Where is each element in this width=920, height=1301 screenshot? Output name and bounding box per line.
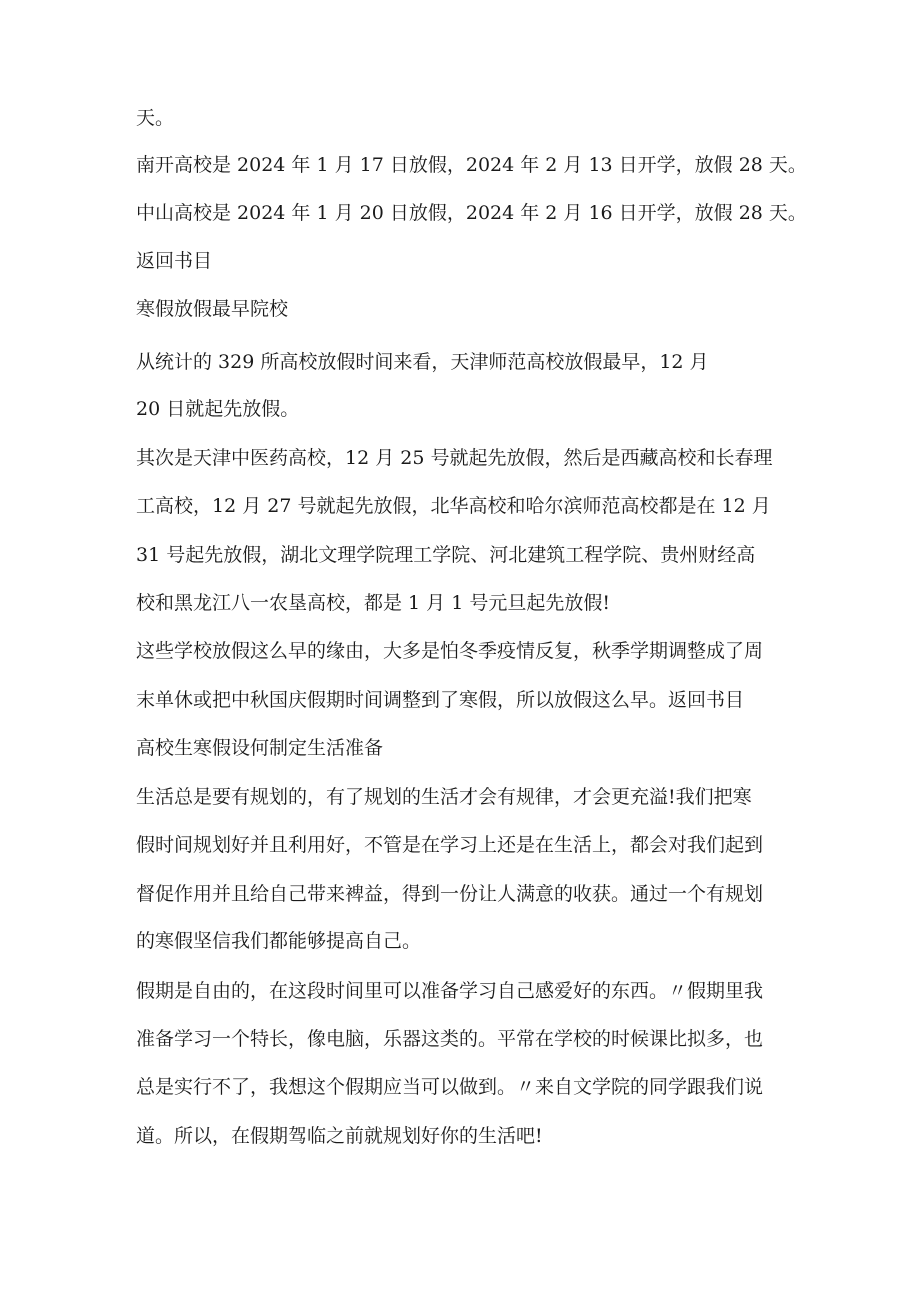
section-heading-earliest: 寒假放假最早院校 — [136, 298, 289, 320]
text-line-1: 天。 — [136, 107, 175, 129]
text-line-6: 从统计的 329 所高校放假时间来看，天津师范高校放假最早，12 月 — [136, 351, 709, 373]
text-line-18: 的寒假坚信我们都能够提高自己。 — [136, 930, 422, 952]
text-line-12: 这些学校放假这么早的缘由，大多是怕冬季疫情反复，秋季学期调整成了周 — [136, 640, 764, 662]
text-line-17: 督促作用并且给自己带来裨益，得到一份让人满意的收获。通过一个有规划 — [136, 883, 764, 905]
text-line-4: 返回书目 — [136, 250, 213, 272]
text-line-8: 其次是天津中医药高校，12 月 25 号就起先放假，然后是西藏高校和长春理 — [136, 447, 773, 469]
text-line-9: 工高校，12 月 27 号就起先放假，北华高校和哈尔滨师范高校都是在 12 月 — [136, 495, 771, 517]
text-line-11: 校和黑龙江八一农垦高校，都是 1 月 1 号元旦起先放假! — [136, 592, 610, 614]
text-line-2: 南开高校是 2024 年 1 月 17 日放假，2024 年 2 月 13 日开学，放假 28 天。 — [136, 154, 807, 176]
text-line-15: 生活总是要有规划的，有了规划的生活才会有规律，才会更充溢!我们把寒 — [136, 786, 752, 808]
text-line-22: 道。所以，在假期驾临之前就规划好你的生活吧! — [136, 1125, 543, 1147]
text-line-16: 假时间规划好并且利用好，不管是在学习上还是在生活上，都会对我们起到 — [136, 834, 764, 856]
text-line-19: 假期是自由的，在这段时间里可以准备学习自己感爱好的东西。〃假期里我 — [136, 980, 764, 1002]
text-line-20: 准备学习一个特长，像电脑，乐器这类的。平常在学校的时候课比拟多，也 — [136, 1028, 764, 1050]
section-heading-plan: 高校生寒假设何制定生活准备 — [136, 737, 384, 759]
text-line-21: 总是实行不了，我想这个假期应当可以做到。〃来自文学院的同学跟我们说 — [136, 1076, 764, 1098]
text-line-10: 31 号起先放假，湖北文理学院理工学院、河北建筑工程学院、贵州财经高 — [136, 544, 756, 566]
text-line-3: 中山高校是 2024 年 1 月 20 日放假，2024 年 2 月 16 日开学，放假 28 天。 — [136, 202, 807, 224]
text-line-13: 末单休或把中秋国庆假期时间调整到了寒假，所以放假这么早。返回书目 — [136, 689, 745, 711]
text-line-7: 20 日就起先放假。 — [136, 398, 300, 420]
